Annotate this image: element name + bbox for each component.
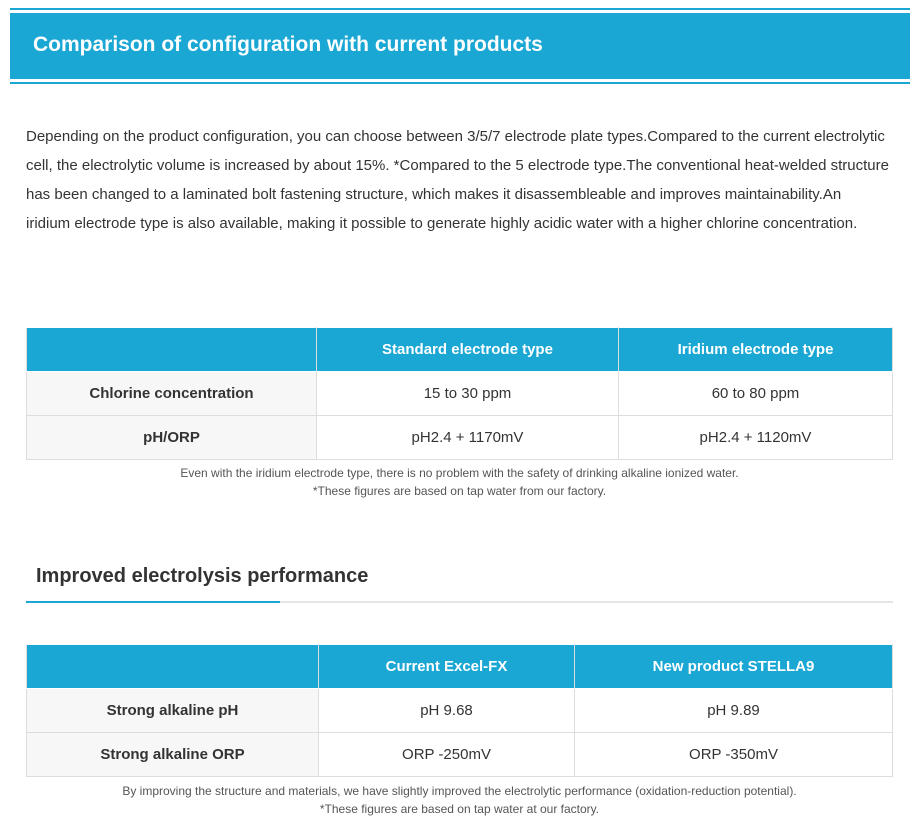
table1-note <box>0 464 919 500</box>
table-cell: pH2.4 + 1170mV <box>317 416 619 460</box>
performance-comparison-table <box>26 644 893 777</box>
table-row <box>27 372 893 416</box>
table-cell: ORP -350mV <box>575 733 893 777</box>
section-banner <box>10 8 910 84</box>
header-cell: New product STELLA9 <box>575 645 893 689</box>
section-heading: Improved electrolysis performance <box>36 565 369 587</box>
table-row <box>27 733 893 777</box>
table-cell: 60 to 80 ppm <box>619 372 893 416</box>
table-cell: pH 9.68 <box>319 689 575 733</box>
electrode-comparison-table <box>26 327 893 460</box>
intro-text <box>26 122 896 238</box>
table-header-row <box>27 328 893 372</box>
header-cell: Current Excel-FX <box>319 645 575 689</box>
note-line: Even with the iridium electrode type, there is no problem with the safety of drinking alkaline ionized water. <box>180 466 739 480</box>
header-cell: Standard electrode type <box>317 328 619 372</box>
banner-title: Comparison of configuration with current products <box>10 13 910 79</box>
heading-underline <box>26 601 893 603</box>
table-cell: ORP -250mV <box>319 733 575 777</box>
row-header: Strong alkaline ORP <box>27 733 319 777</box>
row-header: pH/ORP <box>27 416 317 460</box>
table-cell: pH 9.89 <box>575 689 893 733</box>
table-header-row <box>27 645 893 689</box>
row-header: Chlorine concentration <box>27 372 317 416</box>
intro-paragraph-1: Depending on the product configuration, you can choose between 3/5/7 electrode plate types.Compared to the current electrolytic cell, the electrolytic volume is increased by about 15%. *Compared to the 5 electrode type.The conventional heat-welded structure has been changed to a laminated bolt fastening structure, which makes it disassembleable and improves maintainability.An <box>26 128 889 203</box>
note-line: *These figures are based on tap water at our factory. <box>319 802 600 816</box>
note-line: *These figures are based on tap water from our factory. <box>312 484 607 498</box>
note-line: By improving the structure and materials, we have slightly improved the electrolytic performance (oxidation-reduction potential). <box>122 784 797 798</box>
header-cell <box>27 328 317 372</box>
row-header: Strong alkaline pH <box>27 689 319 733</box>
table-row <box>27 689 893 733</box>
table-cell: pH2.4 + 1120mV <box>619 416 893 460</box>
intro-paragraph-2: iridium electrode type is also available, making it possible to generate highly acidic water with a higher chlorine concentration. <box>26 215 858 232</box>
header-cell: Iridium electrode type <box>619 328 893 372</box>
header-cell <box>27 645 319 689</box>
table-cell: 15 to 30 ppm <box>317 372 619 416</box>
table2-note <box>0 782 919 818</box>
table-row <box>27 416 893 460</box>
